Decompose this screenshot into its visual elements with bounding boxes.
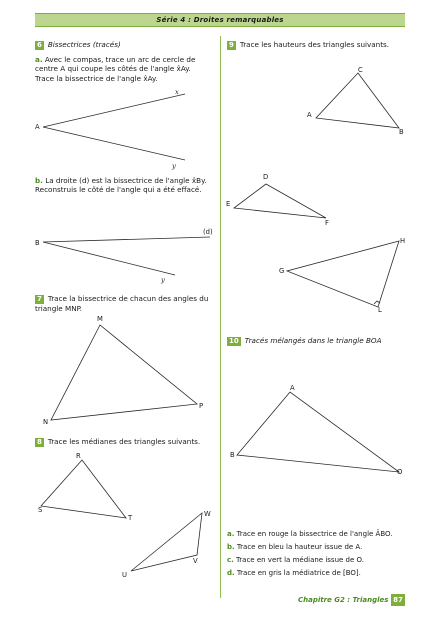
point-label: (d) <box>203 228 213 236</box>
point-label: T <box>128 514 133 522</box>
point-label: E <box>226 200 231 208</box>
exercise-number: 7 <box>37 295 42 303</box>
text-line: triangle MNP. <box>35 304 83 313</box>
exercise-number: 8 <box>37 438 42 446</box>
point-label: S <box>38 506 43 514</box>
text-line: Avec le compas, trace un arc de cercle de <box>44 55 196 64</box>
item-text: Trace en rouge la bissectrice de l'angle ÂBO. <box>236 530 393 538</box>
point-label: A <box>290 384 295 392</box>
item-letter: a. <box>227 530 235 538</box>
point-label: C <box>358 66 363 74</box>
point-label: B <box>399 128 404 136</box>
item-text: Trace en gris la médiatrice de [BO]. <box>236 569 361 577</box>
text-line: centre A qui coupe les côtés de l'angle x̂Ay. <box>35 64 191 74</box>
point-label: x <box>175 88 179 96</box>
exercise-title: Trace les médianes des triangles suivants. <box>47 437 201 446</box>
point-label: F <box>325 219 329 227</box>
item-text: Trace en vert la médiane issue de O. <box>236 556 364 564</box>
point-label: M <box>97 315 103 323</box>
point-label: W <box>204 510 211 518</box>
item-letter: c. <box>227 556 234 564</box>
point-label: y <box>161 276 165 284</box>
point-label: N <box>43 418 49 426</box>
exercise-number: 10 <box>229 337 239 345</box>
item-letter: a. <box>35 55 43 64</box>
point-label: R <box>76 452 81 460</box>
point-label: O <box>397 468 403 476</box>
exercise-title: Bissectrices (tracés) <box>47 40 121 49</box>
point-label: G <box>279 267 285 275</box>
point-label: B <box>230 451 235 459</box>
item-text: Trace en bleu la hauteur issue de A. <box>236 543 363 551</box>
text-line: Trace la bissectrice de chacun des angles du <box>47 294 209 303</box>
triangle-abc <box>316 73 399 128</box>
triangle-uvw <box>131 513 202 571</box>
item-letter: d. <box>227 569 235 577</box>
point-label: A <box>307 111 312 119</box>
ray-ay <box>43 127 185 160</box>
point-label: V <box>193 557 198 565</box>
text-line: Reconstruis le côté de l'angle qui a été effacé. <box>35 185 202 195</box>
ray-ax <box>43 94 185 127</box>
exercise-number: 9 <box>229 41 234 49</box>
ray-by <box>43 242 175 275</box>
item-letter: b. <box>35 176 43 185</box>
exercise-title: Tracés mélangés dans le triangle BOA <box>244 336 382 345</box>
triangle-def <box>234 184 326 218</box>
point-label: L <box>378 306 382 314</box>
line-d <box>43 237 210 242</box>
series-header: Série 4 : Droites remarquables <box>35 13 405 27</box>
point-label: P <box>199 402 204 410</box>
page-number: 87 <box>391 594 405 606</box>
exercise-title: Trace les hauteurs des triangles suivants. <box>239 40 390 49</box>
item-letter: b. <box>227 543 235 551</box>
point-label: H <box>400 237 406 245</box>
text-line: Trace la bissectrice de l'angle x̂Ay. <box>35 73 158 83</box>
point-label: U <box>122 571 127 579</box>
text-line: La droite (d) est la bissectrice de l'angle x̂By. <box>45 176 207 185</box>
triangle-ghl <box>287 241 399 307</box>
triangle-boa <box>237 392 399 472</box>
point-label: A <box>35 123 40 131</box>
exercise-number: 6 <box>37 41 42 49</box>
triangle-rst <box>41 460 126 518</box>
point-label: D <box>263 173 269 181</box>
chapter-footer: Chapitre G2 : Triangles <box>298 596 389 604</box>
triangle-mnp <box>51 325 197 420</box>
point-label: B <box>35 239 40 247</box>
point-label: y <box>172 162 176 170</box>
